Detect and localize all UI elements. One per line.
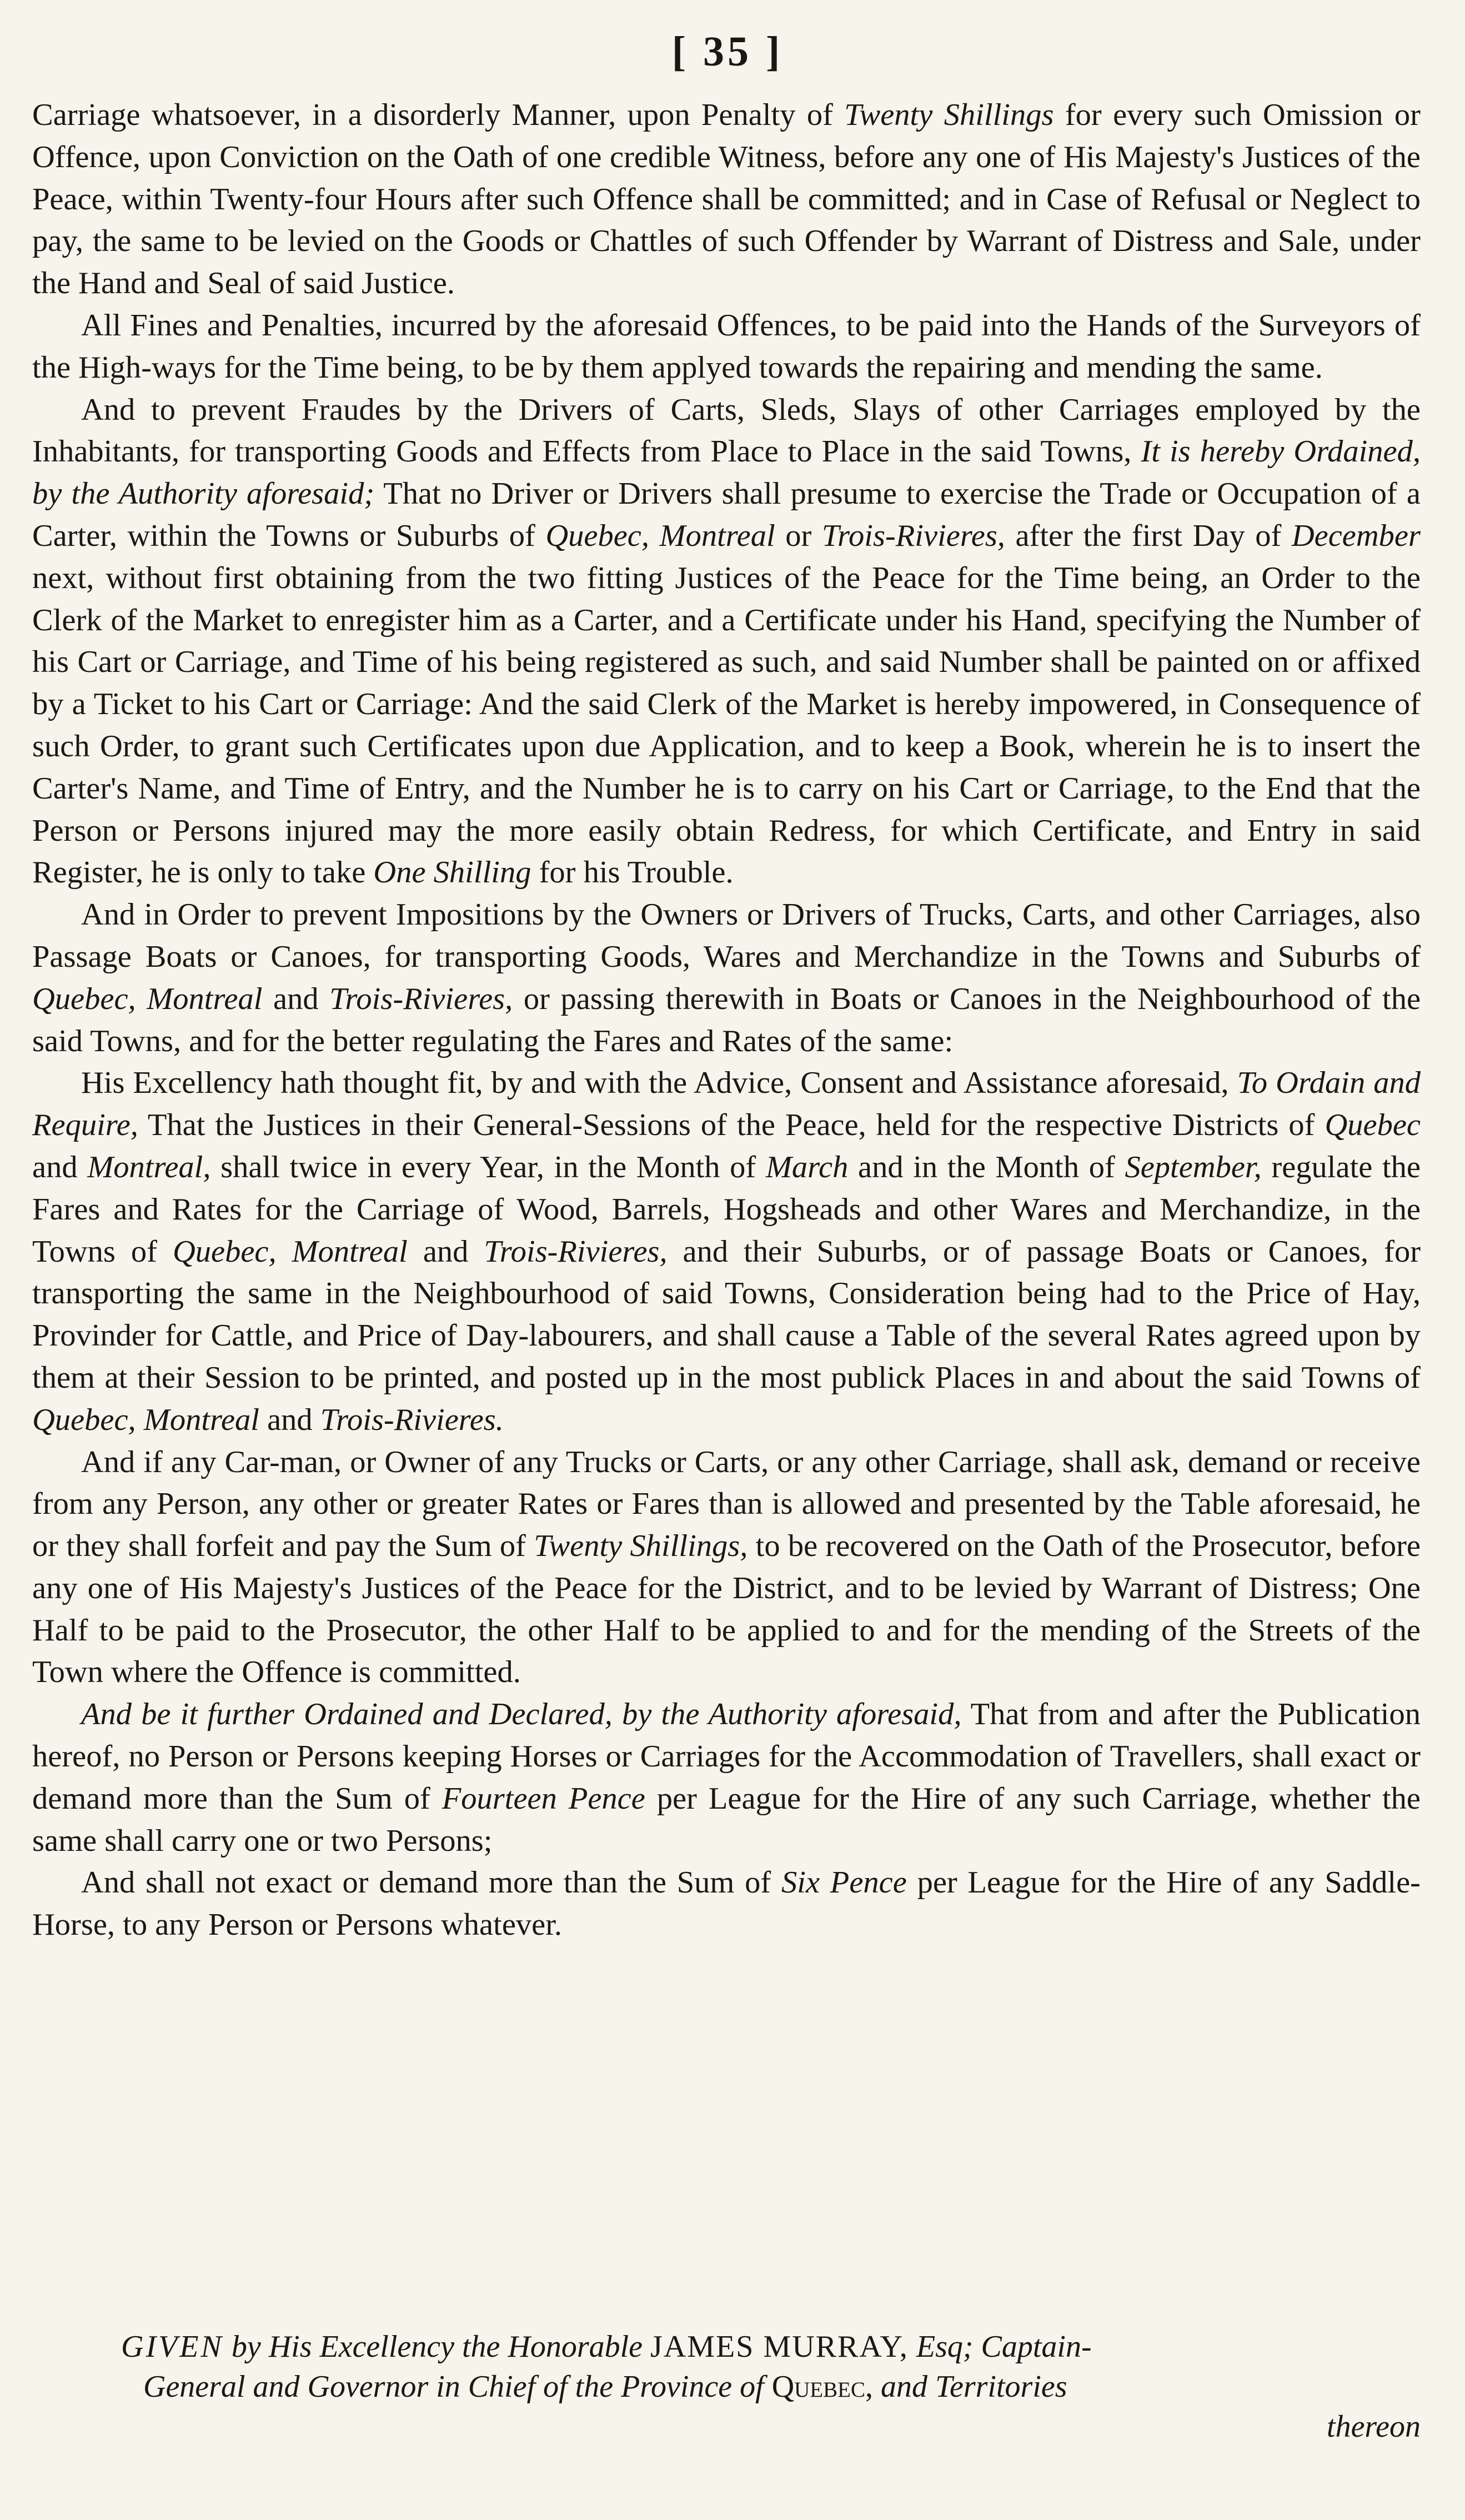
paragraph: [32, 1442, 1421, 1694]
text-segment: His Excellency hath thought fit, by and with the Advice, Consent and Assistance aforesaid,: [81, 1066, 1237, 1101]
closing-line-2: [32, 2367, 1421, 2407]
closing-line-1-text: by His Excellency the Honorable: [223, 2330, 651, 2364]
document-body: [32, 94, 1421, 1946]
given-word: GIVEN: [121, 2330, 224, 2364]
paragraph: [32, 389, 1421, 895]
italic-text-segment: Twenty Shillings,: [534, 1529, 748, 1564]
italic-text-segment: September,: [1125, 1149, 1262, 1184]
italic-text-segment: Trois-Rivieres,: [821, 518, 1005, 553]
italic-text-segment: Trois-Rivieres.: [320, 1402, 504, 1437]
closing-line-3: thereon: [1327, 2409, 1421, 2444]
text-segment: That from and after the Publication hereof, no Person or Persons keeping Horses or Carriages for the Accommodation of Travellers, shall exact or demand more than the Sum of: [32, 1697, 1421, 1816]
italic-text-segment: It is hereby Ordained, by the Authority aforesaid;: [32, 434, 1421, 511]
text-segment: and: [32, 1149, 88, 1184]
text-segment: per League for the Hire of any Saddle-Horse, to any Person or Persons whatever.: [32, 1865, 1421, 1942]
paragraph: [32, 1062, 1421, 1441]
paragraph: [32, 1694, 1421, 1862]
italic-text-segment: Quebec, Montreal: [32, 1402, 259, 1437]
text-segment: And if any Car-man, or Owner of any Trucks or Carts, or any other Carriage, shall ask, demand or receive from any Person, any other or greater Rates or Fares than is allowed and presented by the Table aforesaid, he or they shall forfeit and pay the Sum of: [32, 1444, 1421, 1564]
governor-name: JAMES MURRAY,: [650, 2330, 909, 2364]
text-segment: That the Justices in their General-Sessions of the Peace, held for the respective Districts of: [138, 1108, 1325, 1143]
text-segment: or: [775, 518, 822, 553]
closing-line-2-end: and Territories: [872, 2370, 1067, 2404]
italic-text-segment: December: [1291, 518, 1421, 553]
text-segment: for his Trouble.: [531, 855, 734, 890]
text-segment: And to prevent Fraudes by the Drivers of Carts, Sleds, Slays of other Carriages employed by the Inhabitants, for transporting Goods and Effects from Place to Place in the said Towns,: [32, 392, 1421, 469]
text-segment: And in Order to prevent Impositions by the Owners or Drivers of Trucks, Carts, and other Carriages, also Passage Boats or Canoes, for transporting Goods, Wares and Merchandize in the Towns and Suburbs of: [32, 897, 1421, 974]
text-segment: for every such Omission or Offence, upon Conviction on the Oath of one credible Witness, before any one of His Majesty's Justices of the Peace, within Twenty-four Hours after such Offence shall be committed; and in Case of Refusal or Neglect to pay, the same to be levied on the Goods or Chattles of such Offender by Warrant of Distress and Sale, under the Hand and Seal of said Justice.: [32, 98, 1421, 301]
closing-esq: Esq; Captain-: [908, 2330, 1092, 2364]
text-segment: and their Suburbs, or of passage Boats or Canoes, for transporting the same in the Neighbourhood of said Towns, Consideration being had to the Price of Hay, Provinder for Cattle, and Price of Day-labourers, and shall cause a Table of the several Rates agreed upon by them at their Session to be printed, and posted up in the most publick Places in and about the said Towns of: [32, 1234, 1421, 1395]
province-name: Quebec,: [771, 2370, 873, 2404]
italic-text-segment: Trois-Rivieres,: [484, 1234, 668, 1269]
text-segment: and: [259, 1402, 320, 1437]
text-segment: And shall not exact or demand more than the Sum of: [81, 1865, 781, 1900]
text-segment: shall twice in every Year, in the Month of: [210, 1149, 766, 1184]
text-segment: or passing therewith in Boats or Canoes in the Neighbourhood of the said Towns, and for the better regulating the Fares and Rates of the same:: [32, 981, 1421, 1058]
text-segment: and: [262, 981, 330, 1016]
italic-text-segment: Montreal,: [87, 1149, 211, 1184]
text-segment: and: [407, 1234, 484, 1269]
italic-text-segment: Six Pence: [781, 1865, 907, 1900]
italic-text-segment: March: [765, 1149, 849, 1184]
italic-text-segment: Fourteen Pence: [441, 1781, 645, 1816]
text-segment: next, without first obtaining from the two fitting Justices of the Peace for the Time being, an Order to the Clerk of the Market to enregister him as a Carter, and a Certificate under his Hand, specifying the Number of his Cart or Carriage, and Time of his being registered as such, and said Number shall be painted on or affixed by a Ticket to his Cart or Carriage: And the said Clerk of the Market is hereby impowered, in Consequence of such Order, to grant such Certificates upon due Application, and to keep a Book, wherein he is to insert the Carter's Name, and Time of Entry, and the Number he is to carry on his Cart or Carriage, to the End that the Person or Persons injured may the more easily obtain Redress, for which Certificate, and Entry in said Register, he is only to take: [32, 560, 1421, 890]
text-segment: Carriage whatsoever, in a disorderly Manner, upon Penalty of: [32, 98, 845, 132]
paragraph: [32, 305, 1421, 389]
paragraph: [32, 894, 1421, 1062]
text-segment: All Fines and Penalties, incurred by the aforesaid Offences, to be paid into the Hands of the Surveyors of the High-ways for the Time being, to be by them applyed towards the repairing and mending the same.: [32, 308, 1421, 385]
italic-text-segment: Quebec: [1324, 1108, 1421, 1143]
italic-text-segment: Quebec, Montreal: [172, 1234, 408, 1269]
italic-text-segment: Quebec, Montreal: [32, 981, 263, 1016]
page-number: [ 35 ]: [671, 28, 784, 75]
italic-text-segment: Trois-Rivieres,: [329, 981, 513, 1016]
text-segment: regulate the Fares and Rates for the Carriage of Wood, Barrels, Hogsheads and other Wares and Merchandize, in the Towns of: [32, 1149, 1421, 1269]
closing-line-2-text: General and Governor in Chief of the Province of: [143, 2370, 772, 2404]
closing-signature-block: [32, 2327, 1421, 2447]
text-segment: and in the Month of: [848, 1149, 1125, 1184]
text-segment: per League for the Hire of any such Carriage, whether the same shall carry one or two Persons;: [32, 1781, 1421, 1858]
text-segment: That no Driver or Drivers shall presume to exercise the Trade or Occupation of a Carter, within the Towns or Suburbs of: [32, 476, 1421, 553]
text-segment: after the first Day of: [1005, 518, 1292, 553]
italic-text-segment: One Shilling: [373, 855, 531, 890]
italic-text-segment: To Ordain and Require,: [32, 1066, 1421, 1143]
italic-text-segment: Twenty Shillings: [844, 98, 1054, 132]
closing-line-1: [32, 2327, 1421, 2367]
italic-text-segment: Quebec, Montreal: [545, 518, 775, 553]
text-segment: to be recovered on the Oath of the Prosecutor, before any one of His Majesty's Justices of the Peace for the District, and to be levied by Warrant of Distress; One Half to be paid to the Prosecutor, the other Half to be applied to and for the mending of the Streets of the Town where the Offence is committed.: [32, 1529, 1421, 1690]
paragraph: [32, 1862, 1421, 1946]
paragraph: [32, 94, 1421, 305]
italic-text-segment: And be it further Ordained and Declared, by the Authority aforesaid,: [81, 1697, 962, 1732]
